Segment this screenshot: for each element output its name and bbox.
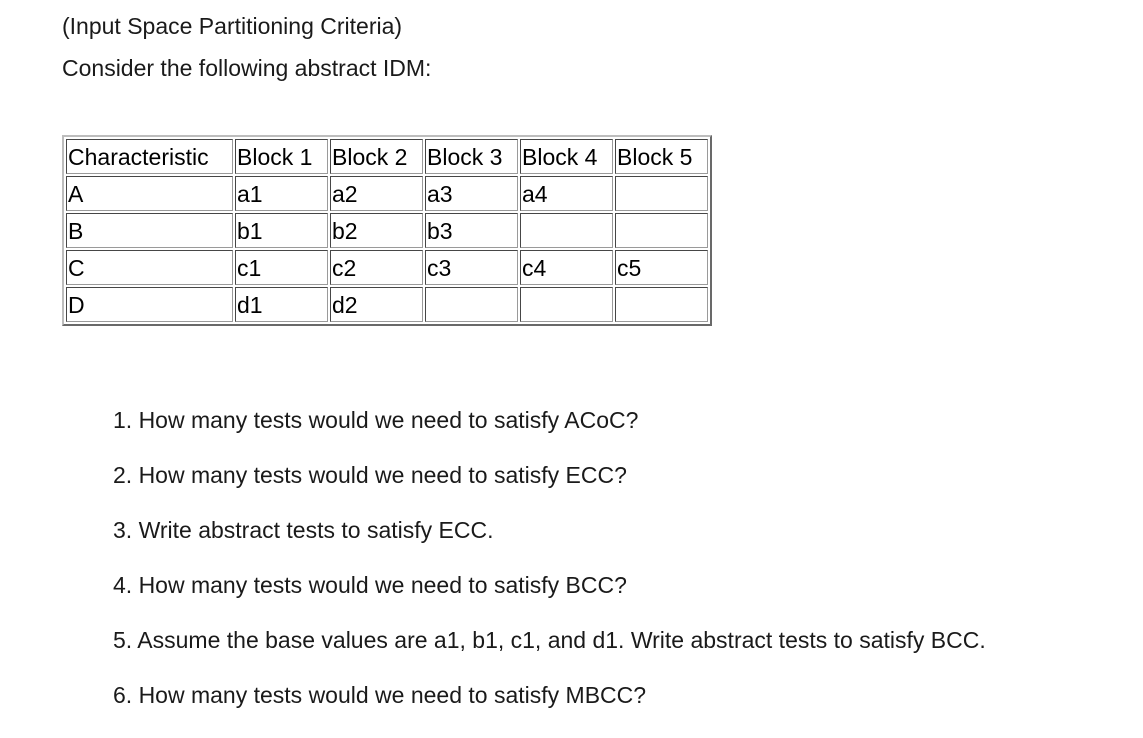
section-heading: (Input Space Partitioning Criteria) [62,13,403,39]
table-row [66,213,708,248]
table-cell [615,213,708,248]
header-cell: Block 4 [520,139,613,174]
table-header-row [66,139,708,174]
table-cell: b2 [330,213,423,248]
header-cell: Block 2 [330,139,423,174]
question-item: 6. How many tests would we need to satisfy MBCC? [113,682,647,708]
question-list [113,398,986,728]
table-cell: a2 [330,176,423,211]
table-cell: d2 [330,287,423,322]
intro-text: Consider the following abstract IDM: [62,55,432,81]
table-cell: a3 [425,176,518,211]
table-cell: c1 [235,250,328,285]
table-cell: d1 [235,287,328,322]
table-cell: B [66,213,233,248]
header-cell: Block 3 [425,139,518,174]
table-row [66,287,708,322]
table-cell: D [66,287,233,322]
table-cell: b1 [235,213,328,248]
header-cell: Block 5 [615,139,708,174]
header-cell: Characteristic [66,139,233,174]
header-cell: Block 1 [235,139,328,174]
idm-table [62,135,712,326]
table-cell: c5 [615,250,708,285]
table-cell [615,287,708,322]
question-item: 5. Assume the base values are a1, b1, c1, and d1. Write abstract tests to satisfy BCC. [113,627,986,653]
table-cell: c4 [520,250,613,285]
table-cell: b3 [425,213,518,248]
table-cell: c3 [425,250,518,285]
table-cell: a4 [520,176,613,211]
table-cell: C [66,250,233,285]
table-cell: A [66,176,233,211]
table-row [66,250,708,285]
table-cell [425,287,518,322]
question-item: 4. How many tests would we need to satisfy BCC? [113,572,627,598]
table-cell [520,287,613,322]
question-item: 1. How many tests would we need to satisfy ACoC? [113,407,639,433]
table-cell: c2 [330,250,423,285]
idm-table-container [62,135,712,326]
table-cell [520,213,613,248]
table-cell [615,176,708,211]
table-row [66,176,708,211]
table-cell: a1 [235,176,328,211]
question-item: 3. Write abstract tests to satisfy ECC. [113,517,494,543]
question-item: 2. How many tests would we need to satisfy ECC? [113,462,627,488]
